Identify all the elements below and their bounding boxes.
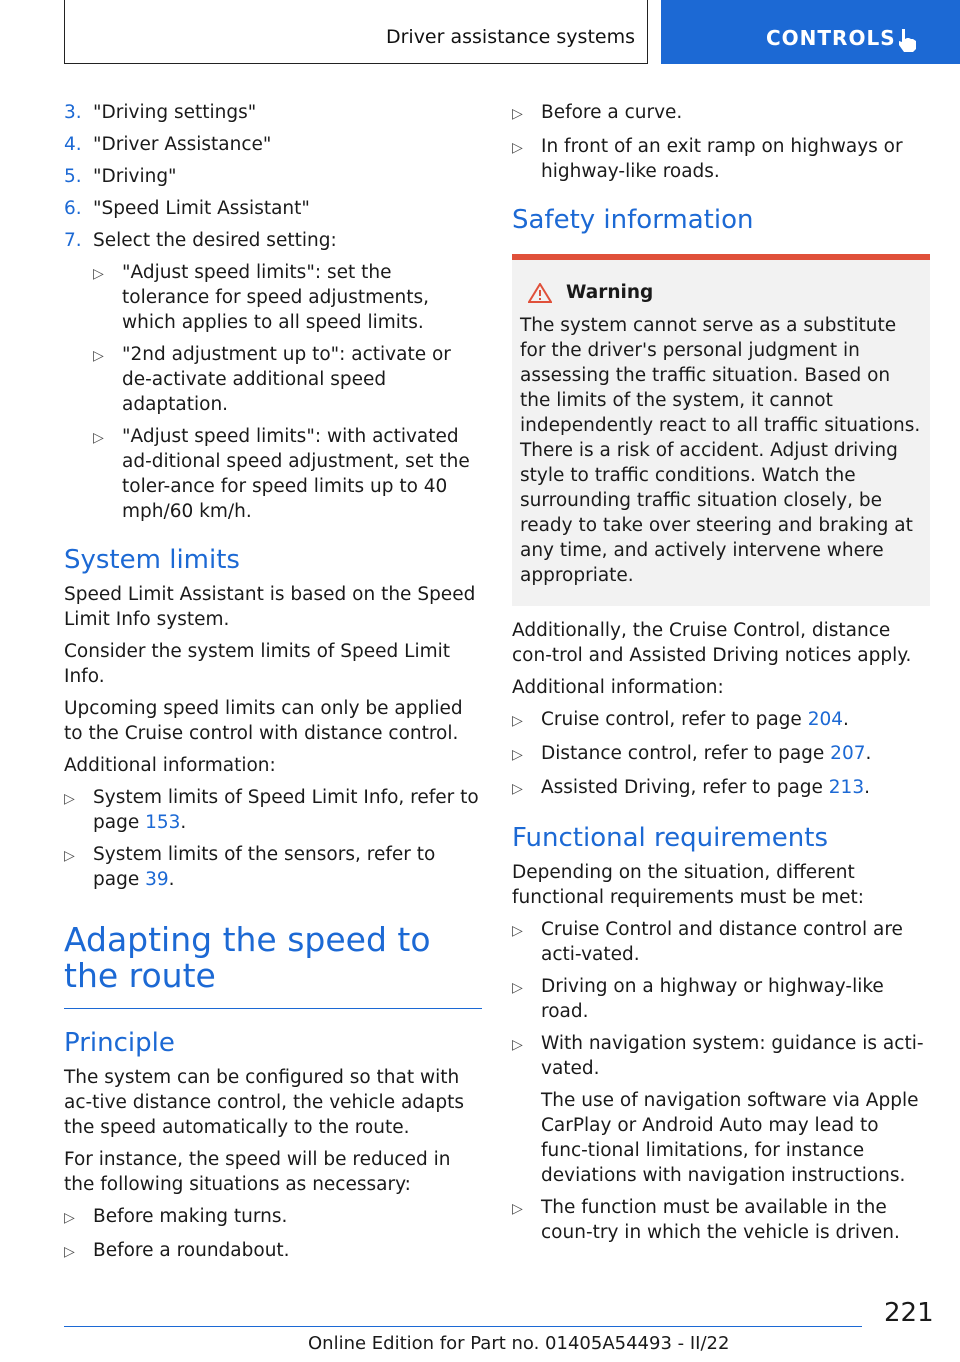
hand-pointer-icon <box>896 27 918 53</box>
ref-item: ▷ Distance control, refer to page 207. <box>512 741 930 768</box>
system-limits-heading: System limits <box>64 545 240 575</box>
setting-item: ▷ "Adjust speed limits": with activated ad-ditional speed adjustment, set the toler-ance for speed limits up to 40 mph/60 km/h. <box>93 426 470 522</box>
adapting-heading: Adapting the speed to the route <box>64 920 431 995</box>
paragraph: Speed Limit Assistant is based on the Speed Limit Info system. <box>64 584 476 630</box>
list-item: ▷ The function must be available in the coun-try in which the vehicle is driven. <box>512 1197 900 1243</box>
bullet-triangle-icon: ▷ <box>64 1244 75 1260</box>
list-item: ▷ Before a curve. <box>512 100 930 127</box>
bullet-triangle-icon: ▷ <box>93 348 104 364</box>
step-item: 7. Select the desired setting: <box>64 230 337 251</box>
bullet-triangle-icon: ▷ <box>512 106 523 122</box>
heading-rule <box>64 1008 482 1009</box>
bullet-triangle-icon: ▷ <box>512 747 523 763</box>
note-paragraph: The use of navigation software via Apple CarPlay or Android Auto may lead to func-tional limitations, for instance deviations with navigation instructions. <box>541 1090 919 1186</box>
bullet-triangle-icon: ▷ <box>64 791 75 807</box>
right-column <box>512 100 930 1252</box>
bullet-triangle-icon: ▷ <box>93 266 104 282</box>
setting-item: ▷ "2nd adjustment up to": activate or de-activate additional speed adaptation. <box>93 344 451 415</box>
paragraph: Additional information: <box>64 755 276 776</box>
bullet-triangle-icon: ▷ <box>512 1037 523 1053</box>
page-link[interactable]: 213 <box>828 777 865 798</box>
paragraph: Additionally, the Cruise Control, distance con-trol and Assisted Driving notices apply. <box>512 620 912 666</box>
bullet-triangle-icon: ▷ <box>93 430 104 446</box>
ref-item: ▷ Cruise control, refer to page 204. <box>512 707 930 734</box>
bullet-triangle-icon: ▷ <box>512 980 523 996</box>
bullet-triangle-icon: ▷ <box>64 1210 75 1226</box>
paragraph: Consider the system limits of Speed Limit Info. <box>64 641 451 687</box>
paragraph: Additional information: <box>512 677 724 698</box>
page-link[interactable]: 153 <box>145 812 181 833</box>
chapter-label: CONTROLS <box>766 26 896 50</box>
warning-triangle-icon <box>528 283 552 303</box>
bullet-triangle-icon: ▷ <box>64 848 75 864</box>
list-item: ▷ Before a roundabout. <box>64 1238 482 1265</box>
list-item: ▷ Driving on a highway or highway-like road. <box>512 976 884 1022</box>
step-item: 5. "Driving" <box>64 166 177 187</box>
bullet-triangle-icon: ▷ <box>512 923 523 939</box>
paragraph: For instance, the speed will be reduced in the following situations as necessary: <box>64 1149 451 1195</box>
step-item: 6. "Speed Limit Assistant" <box>64 198 310 219</box>
step-item: 3. "Driving settings" <box>64 102 257 123</box>
warning-box <box>512 254 930 606</box>
bullet-triangle-icon: ▷ <box>512 140 523 156</box>
list-item: ▷ Before making turns. <box>64 1204 482 1231</box>
ref-item: ▷ System limits of Speed Limit Info, refer to page 153. <box>64 787 479 833</box>
ref-item: ▷ Assisted Driving, refer to page 213. <box>512 775 930 802</box>
bullet-triangle-icon: ▷ <box>512 713 523 729</box>
page-link[interactable]: 207 <box>830 743 866 764</box>
header-section-box <box>64 0 648 64</box>
principle-heading: Principle <box>64 1028 175 1058</box>
edition-note: Online Edition for Part no. 01405A54493 - II/22 <box>308 1333 730 1354</box>
page-number: 221 <box>884 1298 934 1328</box>
list-item: ▷ In front of an exit ramp on highways or highway-like roads. <box>512 136 903 182</box>
left-column <box>64 100 482 1272</box>
bullet-triangle-icon: ▷ <box>512 781 523 797</box>
warning-title: Warning <box>566 282 654 303</box>
functional-requirements-heading: Functional requirements <box>512 823 828 853</box>
bullet-triangle-icon: ▷ <box>512 1201 523 1217</box>
footer-rule <box>64 1326 862 1327</box>
list-item: ▷ Cruise Control and distance control are acti-vated. <box>512 919 903 965</box>
warning-text: The system cannot serve as a substitute for the driver's personal judgment in assessing the traffic situation. Based on the limits of the system, it cannot independently react to all traffic situations. There is a risk of accident. Adjust driving style to traffic conditions. Watch the surrounding traffic situation closely, be ready to take over steering and braking at any time, and actively intervene where appropriate. <box>520 315 921 586</box>
section-title: Driver assistance systems <box>385 26 635 48</box>
paragraph: Depending on the situation, different functional requirements must be met: <box>512 862 865 908</box>
paragraph: Upcoming speed limits can only be applied to the Cruise control with distance control. <box>64 698 463 744</box>
step-item: 4. "Driver Assistance" <box>64 134 272 155</box>
list-item: ▷ With navigation system: guidance is acti-vated. <box>512 1033 924 1079</box>
safety-heading: Safety information <box>512 205 754 235</box>
chapter-tab[interactable] <box>661 0 960 64</box>
ref-item: ▷ System limits of the sensors, refer to page 39. <box>64 844 436 890</box>
page-link[interactable]: 39 <box>145 869 169 890</box>
paragraph: The system can be configured so that with ac-tive distance control, the vehicle adapts the speed automatically to the route. <box>64 1067 465 1138</box>
setting-item: ▷ "Adjust speed limits": set the tolerance for speed adjustments, which applies to all speed limits. <box>93 262 430 333</box>
page-link[interactable]: 204 <box>807 709 843 730</box>
